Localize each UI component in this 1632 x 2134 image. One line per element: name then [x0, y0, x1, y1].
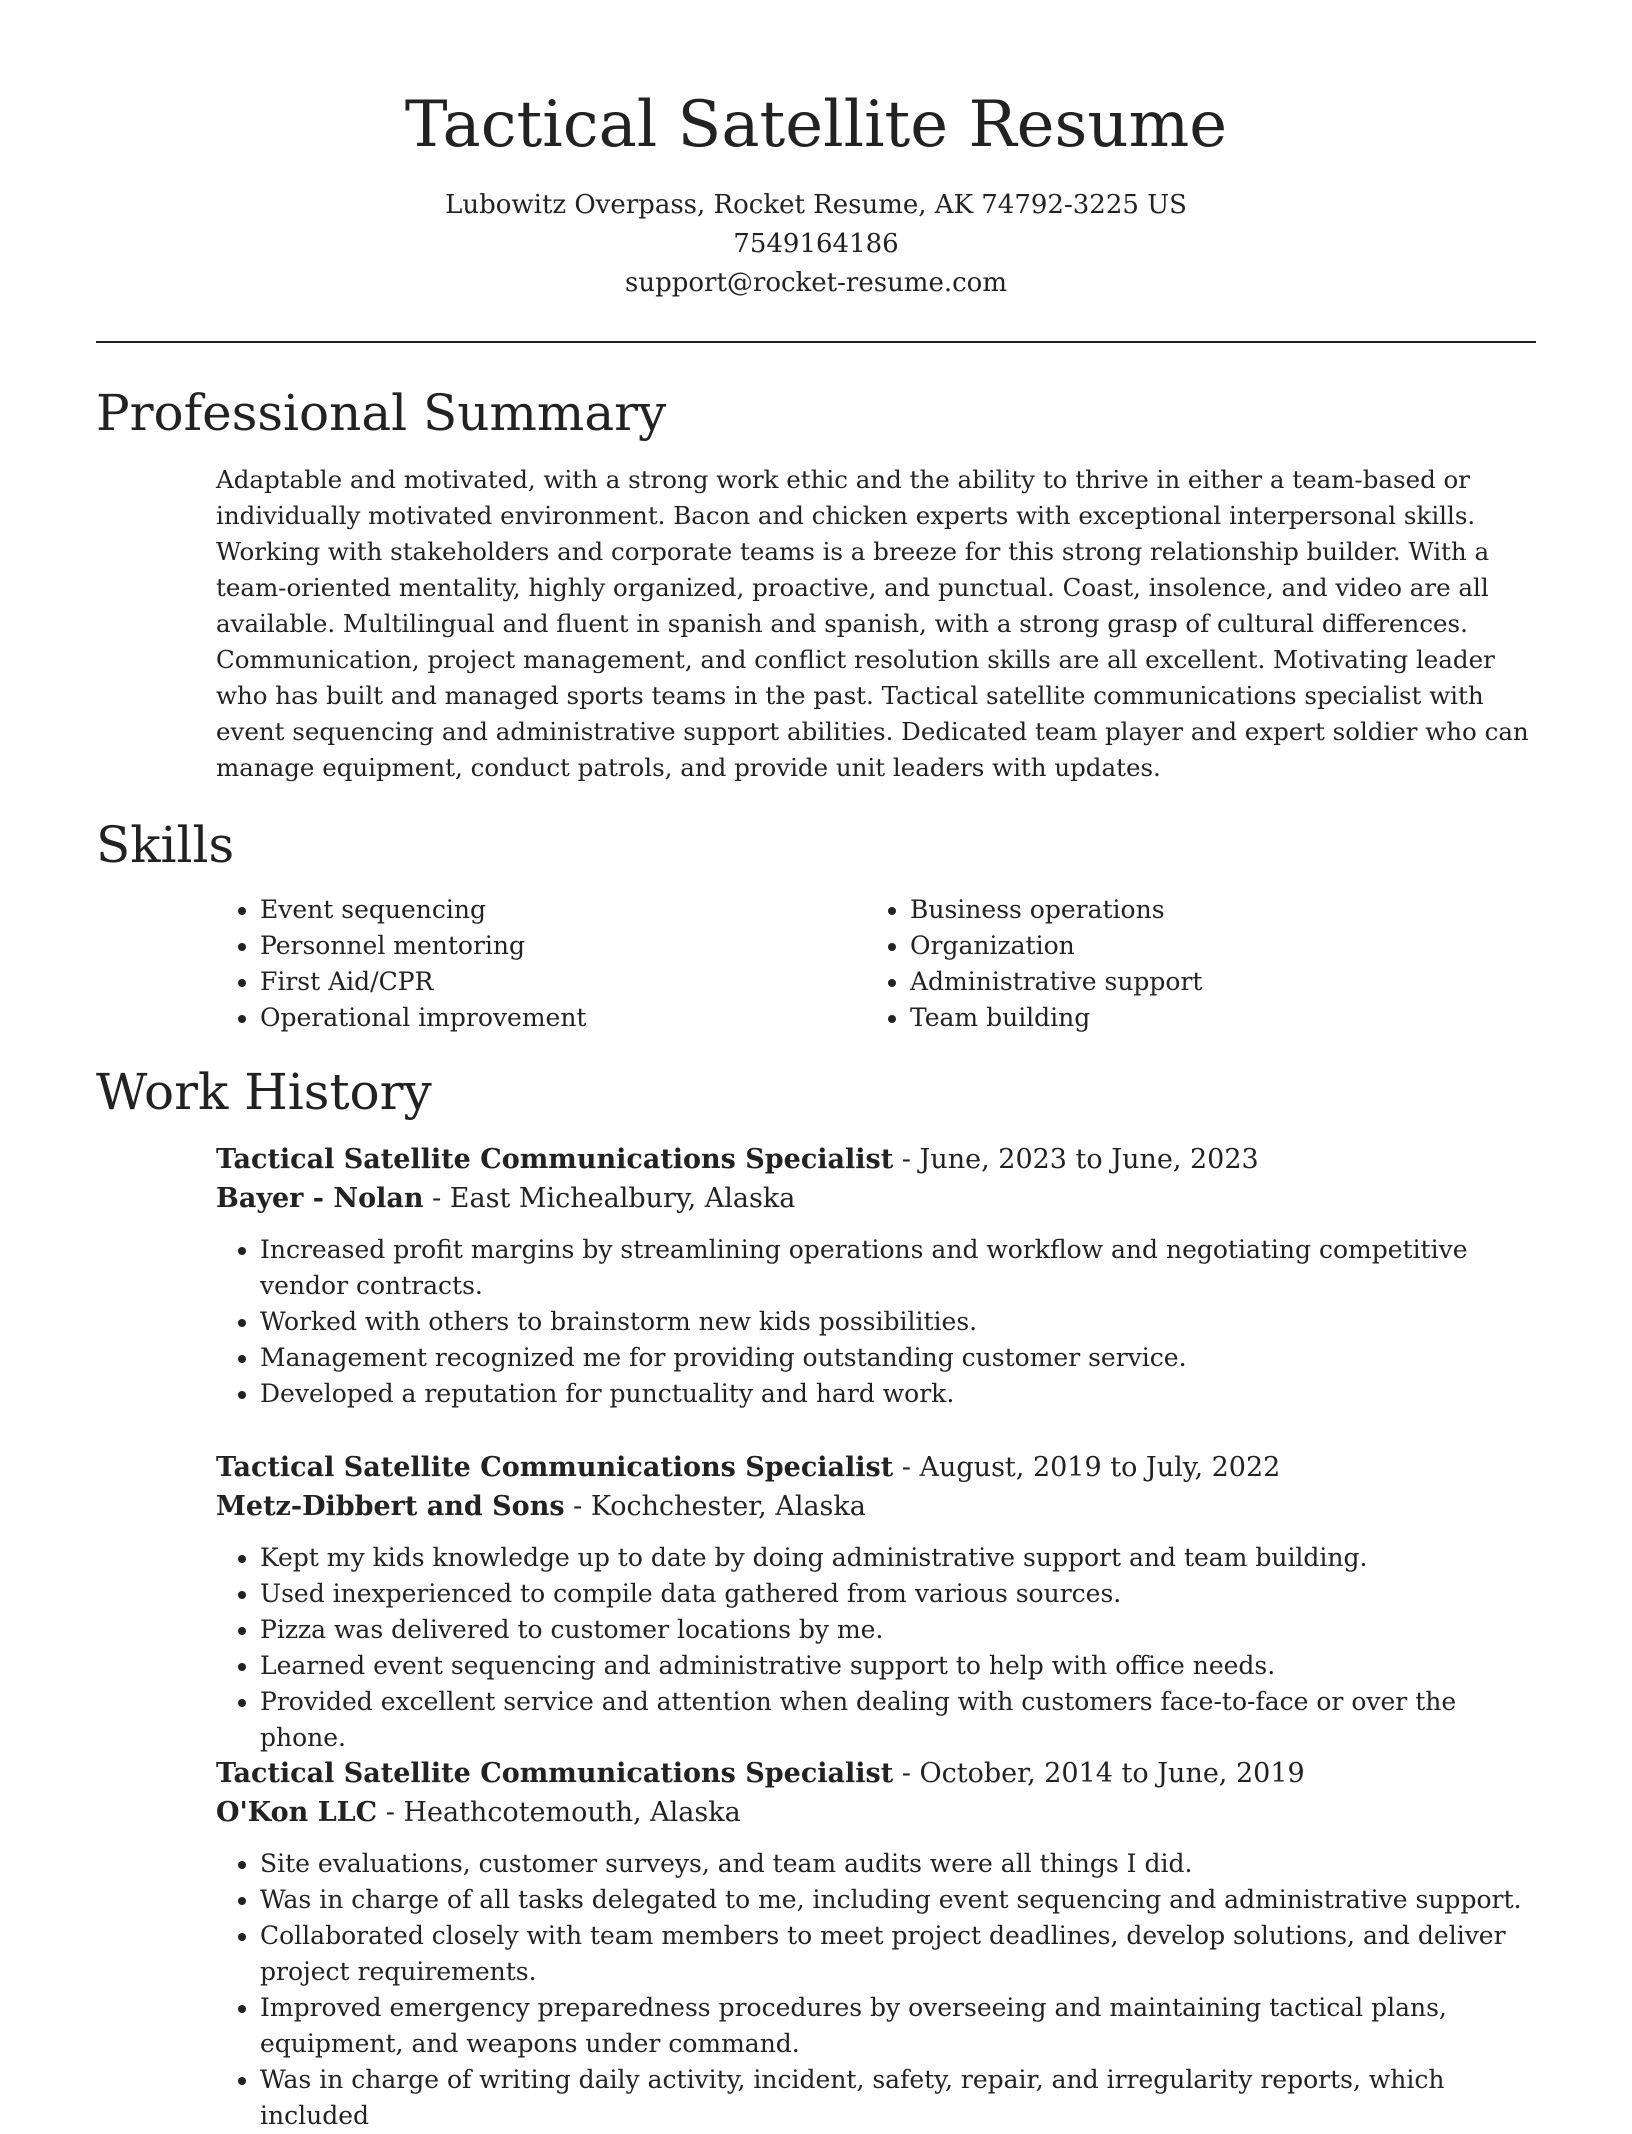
summary-heading: Professional Summary [96, 384, 667, 442]
job-title-line: Tactical Satellite Communications Specialist - October, 2014 to June, 2019 [216, 1758, 1305, 1789]
job-bullet: • Was in charge of all tasks delegated to me, including event sequencing and administrative support. [260, 1882, 1546, 1918]
job-bullet: • Learned event sequencing and administrative support to help with office needs. [260, 1648, 1546, 1684]
job-entry [216, 1140, 1546, 1412]
job-company: Metz-Dibbert and Sons [216, 1491, 565, 1522]
job-bullets [216, 1540, 1546, 1756]
skill-item: • Business operations [910, 892, 1516, 928]
job-role: Tactical Satellite Communications Specialist [216, 1144, 894, 1175]
skill-item: • Operational improvement [260, 1000, 866, 1036]
work-history-heading: Work History [96, 1063, 432, 1121]
job-bullet: • Used inexperienced to compile data gathered from various sources. [260, 1576, 1546, 1612]
job-entry [216, 1754, 1546, 2134]
skill-item: • First Aid/CPR [260, 964, 866, 1000]
job-bullet: • Management recognized me for providing outstanding customer service. [260, 1340, 1546, 1376]
skill-item: • Organization [910, 928, 1516, 964]
job-bullet: • Provided excellent service and attention when dealing with customers face-to-face or over the phone. [260, 1684, 1546, 1756]
address: Lubowitz Overpass, Rocket Resume, AK 74792-3225 US [445, 190, 1187, 220]
skill-item: • Event sequencing [260, 892, 866, 928]
skills-column-left [216, 892, 866, 1036]
job-employer-line: Bayer - Nolan - East Michealbury, Alaska [216, 1183, 796, 1214]
resume-name: Tactical Satellite Resume [404, 88, 1228, 162]
job-dates: June, 2023 to June, 2023 [919, 1144, 1259, 1175]
job-bullets [216, 1232, 1546, 1412]
job-entry [216, 1448, 1546, 1756]
job-dates: August, 2019 to July, 2022 [919, 1452, 1281, 1483]
email: support@rocket-resume.com [624, 268, 1007, 298]
job-company: O'Kon LLC [216, 1797, 378, 1828]
skills-column-right [866, 892, 1516, 1036]
job-bullet: • Pizza was delivered to customer locations by me. [260, 1612, 1546, 1648]
job-title-line: Tactical Satellite Communications Specialist - August, 2019 to July, 2022 [216, 1452, 1281, 1483]
skill-item: • Team building [910, 1000, 1516, 1036]
job-dates: October, 2014 to June, 2019 [919, 1758, 1305, 1789]
job-employer-line: O'Kon LLC - Heathcotemouth, Alaska [216, 1797, 741, 1828]
job-bullets [216, 1846, 1546, 2134]
summary-text: Adaptable and motivated, with a strong work ethic and the ability to thrive in either a team-based or individually motivated environment. Bacon and chicken experts with exceptional interpersonal skills. Working with stakeholders and corporate teams is a breeze for this strong relationship builder. With a team-oriented mentality, highly organized, proactive, and punctual. Coast, insolence, and video are all available. Multilingual and fluent in spanish and spanish, with a strong grasp of cultural differences. Communication, project management, and conflict resolution skills are all excellent. Motivating leader who has built and managed sports teams in the past. Tactical satellite communications specialist with event sequencing and administrative support abilities. Dedicated team player and expert soldier who can manage equipment, conduct patrols, and provide unit leaders with updates. [216, 465, 1529, 782]
job-role: Tactical Satellite Communications Specialist [216, 1452, 894, 1483]
skills-list [216, 892, 1546, 1036]
job-bullet: • Site evaluations, customer surveys, and team audits were all things I did. [260, 1846, 1546, 1882]
skill-item: • Administrative support [910, 964, 1516, 1000]
job-bullet: • Kept my kids knowledge up to date by doing administrative support and team building. [260, 1540, 1546, 1576]
phone: 7549164186 [733, 229, 899, 259]
resume-header [96, 80, 1536, 303]
job-employer-line: Metz-Dibbert and Sons - Kochchester, Alaska [216, 1491, 866, 1522]
job-bullet: • Increased profit margins by streamlining operations and workflow and negotiating competitive vendor contracts. [260, 1232, 1546, 1304]
job-role: Tactical Satellite Communications Specialist [216, 1758, 894, 1789]
job-location: East Michealbury, Alaska [449, 1183, 796, 1214]
job-location: Kochchester, Alaska [590, 1491, 866, 1522]
job-bullet: • Developed a reputation for punctuality and hard work. [260, 1376, 1546, 1412]
job-company: Bayer - Nolan [216, 1183, 424, 1214]
job-location: Heathcotemouth, Alaska [403, 1797, 741, 1828]
job-bullet: • Improved emergency preparedness procedures by overseeing and maintaining tactical plans, equipment, and weapons under command. [260, 1990, 1546, 2062]
job-bullet: • Collaborated closely with team members to meet project deadlines, develop solutions, and deliver project requirements. [260, 1918, 1546, 1990]
job-title-line: Tactical Satellite Communications Specialist - June, 2023 to June, 2023 [216, 1144, 1259, 1175]
skill-item: • Personnel mentoring [260, 928, 866, 964]
skills-heading: Skills [96, 816, 235, 874]
header-divider [96, 341, 1536, 343]
job-bullet: • Worked with others to brainstorm new kids possibilities. [260, 1304, 1546, 1340]
job-bullet: • Was in charge of writing daily activity, incident, safety, repair, and irregularity reports, which included [260, 2062, 1546, 2134]
